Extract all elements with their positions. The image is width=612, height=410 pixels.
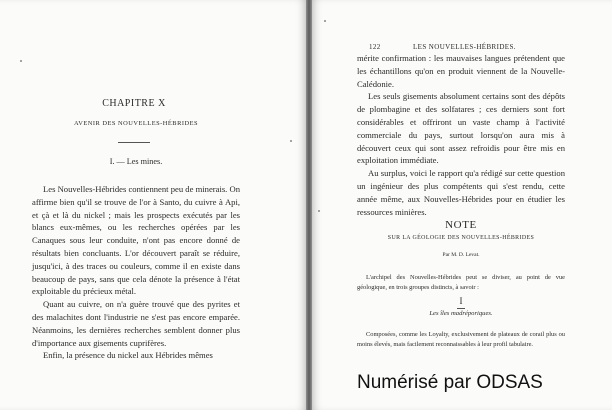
section-title: I. — Les mines. <box>109 157 163 166</box>
note-intro-text: L'archipel des Nouvelles-Hébrides peut se diviser, au point de vue géologique, en trois groupes distincts, à savoir : <box>357 274 565 291</box>
running-head-title: LES NOUVELLES-HÉBRIDES. <box>413 43 516 51</box>
right-paragraph: Au surplus, voici le rapport qu'a rédigé sur cette question un ingénieur des plus compétents qui s'est rendu, cette année même, aux Nouvelles-Hébrides pour en étudier les ressources minières. <box>357 168 565 217</box>
scan-speck <box>290 140 292 142</box>
roman-numeral-heading: I <box>459 296 463 306</box>
digitization-watermark: Numérisé par ODSAS <box>357 372 543 393</box>
right-page <box>312 0 612 410</box>
left-body-text <box>32 183 240 362</box>
scan-speck <box>318 210 320 212</box>
note-title: NOTE <box>445 219 477 231</box>
left-paragraph: Les Nouvelles-Hébrides contiennent peu de minerais. On affirme bien qu'il se trouve de l'or à Santo, du cuivre à Api, et çà et là du nickel ; mais les prospects exécutés par les blancs eux-mêmes, ou les recherches opérées par les Canaques sous leur conduite, n'ont pas encore donné de résultats bien concluants. L'or découvert paraît se réduire, jusqu'ici, à des traces ou couleurs, comme il en existe dans beaucoup de pays, sans que cela dénote la présence à l'état exploitable du précieux métal. <box>32 184 240 297</box>
note-author: Par M. D. Levat. <box>442 252 480 258</box>
subsection-title: Les îles madréporiques. <box>429 310 493 317</box>
scan-speck <box>20 60 22 62</box>
right-paragraph: mérite confirmation : les mauvaises langues prétendent que les échantillons qu'on en produit viennent de la Nouvelle-Calédonie. <box>357 53 565 89</box>
roman-rule <box>457 308 465 309</box>
right-paragraph: Les seuls gisements absolument certains sont des dépôts de plombagine et des solfatares ; ces derniers sont fort considérables et offriront un vaste champ à l'activité commerciale du pays, surtout lorsqu'on aura mis à découvert ceux qui sont assez refroidis pour être mis en exploitation immédiate. <box>357 91 565 166</box>
page-number: 122 <box>369 43 381 51</box>
note-paragraph <box>357 330 565 349</box>
chapter-subtitle: AVENIR DES NOUVELLES-HÉBRIDES <box>73 120 199 127</box>
chapter-rule <box>118 142 150 143</box>
scan-speck <box>324 20 326 22</box>
note-subtitle: SUR LA GÉOLOGIE DES NOUVELLES-HÉBRIDES <box>387 235 535 241</box>
left-paragraph: Quant au cuivre, on n'a guère trouvé que des pyrites et des malachites dont l'industrie ne s'est pas encore emparée. Néanmoins, les dernières recherches semblent donner plus d'importance aux gisements cuprifères. <box>32 299 240 348</box>
right-body-text <box>357 52 565 218</box>
note-intro <box>357 273 565 292</box>
left-paragraph: Enfin, la présence du nickel aux Hébrides mêmes <box>43 350 213 361</box>
chapter-title: CHAPITRE X <box>102 98 166 109</box>
note-paragraph-text: Composées, comme les Loyalty, exclusivement de plateaux de corail plus ou moins élevés, mais facilement reconnaissables à leur profil tabulaire. <box>357 331 565 348</box>
